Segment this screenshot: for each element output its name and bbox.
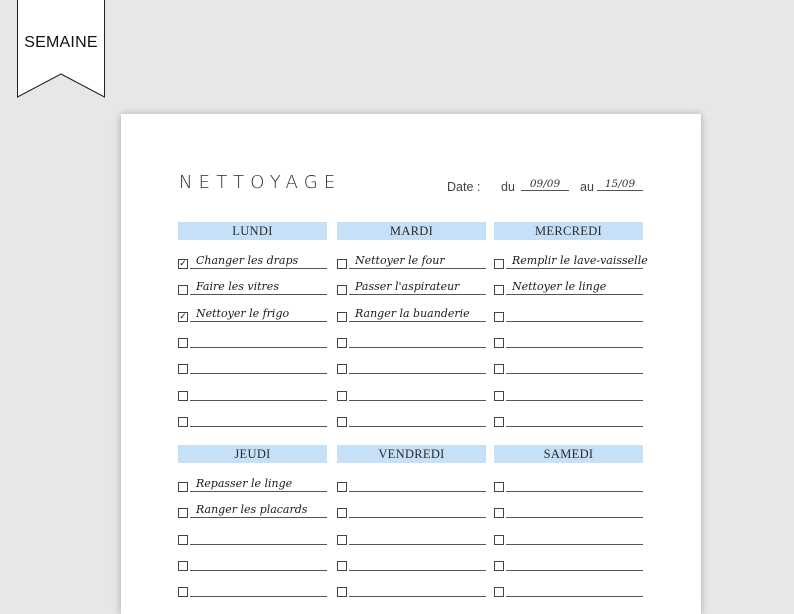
task-line	[349, 400, 486, 401]
task-checkbox[interactable]	[337, 561, 347, 571]
task-row	[494, 279, 643, 299]
task-checkbox[interactable]	[178, 338, 188, 348]
task-checkbox[interactable]	[494, 508, 504, 518]
task-checkbox[interactable]	[178, 508, 188, 518]
task-line	[349, 544, 486, 545]
task-line	[190, 347, 327, 348]
task-line	[349, 373, 486, 374]
cleaning-planner-sheet	[121, 114, 701, 614]
task-checkbox[interactable]	[178, 391, 188, 401]
checked-checkbox[interactable]: ✓	[179, 259, 187, 269]
date-label: Date :	[447, 180, 481, 194]
task-checkbox[interactable]	[337, 259, 347, 269]
task-checkbox[interactable]	[494, 535, 504, 545]
task-row	[337, 502, 486, 522]
page-title: NETTOYAGE	[179, 172, 342, 193]
task-line	[349, 517, 486, 518]
task-text[interactable]: Repasser le linge	[196, 477, 293, 490]
task-text[interactable]: Ranger la buanderie	[355, 306, 470, 320]
task-row	[494, 581, 643, 601]
task-line	[349, 426, 486, 427]
task-row	[494, 411, 643, 431]
task-line	[506, 268, 643, 269]
day-header: MARDI	[337, 222, 486, 240]
task-checkbox[interactable]	[494, 338, 504, 348]
day-column-samedi	[494, 445, 643, 463]
task-row	[178, 411, 327, 431]
day-header: LUNDI	[178, 222, 327, 240]
day-column-vendredi	[337, 445, 486, 463]
task-line	[190, 544, 327, 545]
task-checkbox[interactable]	[178, 364, 188, 374]
task-row	[178, 358, 327, 378]
date-to-field[interactable]: 15/09	[597, 178, 643, 191]
task-line	[506, 294, 643, 295]
task-checkbox[interactable]	[337, 508, 347, 518]
task-row	[178, 529, 327, 549]
task-line	[190, 491, 327, 492]
task-row	[337, 358, 486, 378]
task-checkbox[interactable]	[337, 391, 347, 401]
day-header: SAMEDI	[494, 445, 643, 463]
task-line	[190, 373, 327, 374]
task-line	[190, 321, 327, 322]
date-from-label: du	[501, 180, 515, 194]
task-checkbox[interactable]	[178, 561, 188, 571]
date-to-label: au	[580, 180, 594, 194]
task-row	[494, 529, 643, 549]
task-row	[494, 253, 648, 273]
task-row	[337, 385, 486, 405]
task-line	[506, 373, 643, 374]
task-line	[506, 570, 643, 571]
task-row	[337, 476, 486, 496]
task-row	[178, 332, 327, 352]
task-row	[337, 306, 486, 326]
task-checkbox[interactable]	[494, 312, 504, 322]
task-row	[337, 253, 486, 273]
day-header: VENDREDI	[337, 445, 486, 463]
task-line	[349, 268, 486, 269]
task-line	[190, 268, 327, 269]
task-row	[178, 385, 327, 405]
task-checkbox[interactable]	[337, 417, 347, 427]
task-row	[494, 358, 643, 378]
task-line	[190, 570, 327, 571]
task-text[interactable]: Nettoyer le four	[355, 254, 445, 267]
task-row	[178, 253, 327, 273]
week-bookmark-ribbon	[17, 0, 105, 98]
day-column-lundi	[178, 222, 327, 322]
task-text[interactable]: Changer les draps	[196, 254, 299, 267]
task-checkbox[interactable]	[178, 417, 188, 427]
checked-checkbox[interactable]: ✓	[179, 311, 187, 322]
week-label: SEMAINE	[24, 34, 98, 51]
task-line	[190, 294, 327, 295]
day-header: JEUDI	[178, 445, 327, 463]
task-row	[494, 385, 643, 405]
task-checkbox[interactable]	[337, 338, 347, 348]
task-line	[349, 347, 486, 348]
task-row	[337, 332, 486, 352]
task-line	[506, 491, 643, 492]
task-checkbox[interactable]	[337, 364, 347, 374]
task-line	[506, 400, 643, 401]
task-line	[506, 321, 643, 322]
task-line	[349, 491, 486, 492]
task-checkbox[interactable]	[337, 312, 347, 322]
task-row	[178, 476, 327, 496]
task-text[interactable]: Nettoyer le frigo	[196, 306, 290, 320]
task-checkbox[interactable]	[494, 561, 504, 571]
task-row	[337, 411, 486, 431]
task-text[interactable]: Passer l'aspirateur	[355, 280, 460, 294]
task-text[interactable]: Nettoyer le linge	[512, 280, 607, 294]
task-line	[349, 321, 486, 322]
task-row	[178, 581, 327, 601]
task-line	[349, 596, 486, 597]
task-checkbox[interactable]	[494, 482, 504, 492]
task-row	[494, 555, 643, 575]
task-row	[337, 279, 486, 299]
task-text[interactable]: Faire les vitres	[196, 280, 279, 294]
day-column-mercredi	[494, 222, 648, 294]
day-column-jeudi	[178, 445, 327, 517]
task-line	[506, 596, 643, 597]
task-text[interactable]: Remplir le lave-vaisselle	[512, 254, 648, 267]
task-line	[349, 294, 486, 295]
task-row	[494, 476, 643, 496]
task-row	[494, 332, 643, 352]
task-line	[506, 517, 643, 518]
task-line	[190, 517, 327, 518]
task-line	[190, 426, 327, 427]
task-line	[506, 347, 643, 348]
task-checkbox[interactable]	[178, 285, 188, 295]
task-row	[494, 306, 643, 326]
task-checkbox[interactable]	[337, 482, 347, 492]
day-column-mardi	[337, 222, 486, 320]
task-row	[178, 502, 327, 522]
date-from-field[interactable]: 09/09	[521, 178, 569, 191]
task-checkbox[interactable]	[337, 285, 347, 295]
day-header: MERCREDI	[494, 222, 643, 240]
task-checkbox[interactable]	[178, 482, 188, 492]
task-checkbox[interactable]	[337, 535, 347, 545]
task-text[interactable]: Ranger les placards	[196, 503, 308, 517]
task-checkbox[interactable]	[178, 535, 188, 545]
task-row	[337, 555, 486, 575]
task-line	[190, 596, 327, 597]
task-line	[506, 544, 643, 545]
task-row	[494, 502, 643, 522]
task-row	[178, 555, 327, 575]
task-checkbox[interactable]	[494, 285, 504, 295]
task-line	[190, 400, 327, 401]
task-row	[178, 279, 327, 299]
task-row	[337, 529, 486, 549]
task-row	[178, 306, 327, 326]
task-checkbox[interactable]	[494, 364, 504, 374]
task-row	[337, 581, 486, 601]
task-checkbox[interactable]	[494, 417, 504, 427]
task-checkbox[interactable]	[494, 391, 504, 401]
task-line	[506, 426, 643, 427]
task-checkbox[interactable]	[494, 259, 504, 269]
task-line	[349, 570, 486, 571]
